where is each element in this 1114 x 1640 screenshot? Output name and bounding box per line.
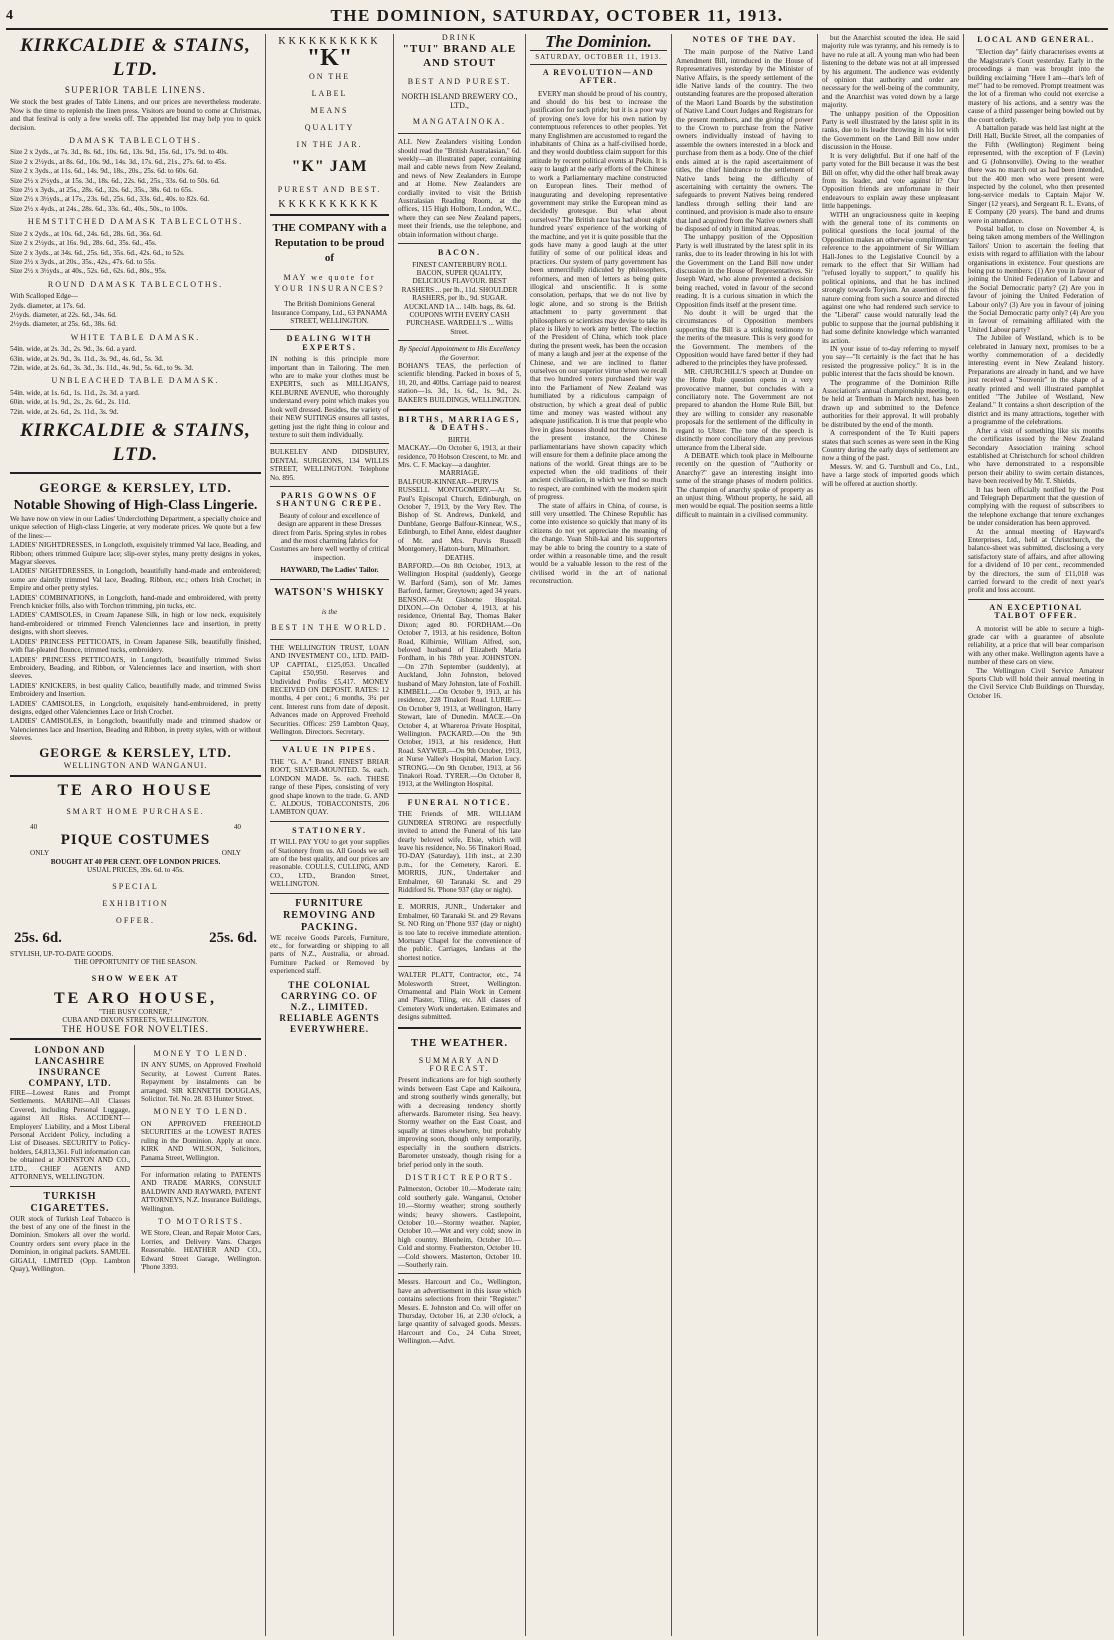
money-title: MONEY TO LEND. xyxy=(153,1049,249,1059)
te-aro-pique: PIQUE COSTUMES xyxy=(60,832,211,849)
weather-title: THE WEATHER. xyxy=(410,1036,509,1049)
notes-body-2: The unhappy position of the Opposition Party is well illustrated by the latest split in its ranks, due to its leader throwing in his lot with the Government on the Land Bill now under discussion in the House of Representatives. Sir Joseph Ward, who alone prevented a decision being reached, voted in favour of the second reading. It is a curious situation in which the Opposition finds itself at the present time. xyxy=(676,233,813,309)
local-body-5: After a visit of something like six months the certificates issued by the New Zealand Secondary Association training school established at Christchurch for school children who have demonstrated to a responsible person their ability to swim certain distances, have been received by Mr. T. Shields. xyxy=(968,426,1104,486)
local-body: "Election day" fairly characterises events at the Magistrate's Court yesterday. Early in the proceedings a man was brought into the building exclaiming "Here I am—that's left of me!" had to be removed. Prompt treatment was the lot of a fireman who could not exercise a mastery of his actions, and a sentry was the cause of a third passenger being bowled out by the court orderly. xyxy=(968,48,1104,124)
list-item: Size 2½ x 3yds., at 20s., 35s., 42s., 47s. 6d. to 55s. xyxy=(10,257,156,266)
notes-body-3: No doubt it will be urged that the circumstances of Opposition members supporting the Bill is a striking testimony to the merits of the measure. This is very good for the Government. The members of the Opposition would have fared better if they had adhered to the principles they have professed. xyxy=(676,309,813,368)
te-aro-number-left: 40 xyxy=(30,822,38,831)
shantung-body: Beauty of colour and excellence of design are apparent in these Dresses direct from Paris. Spring styles in robes and the most charming fabrics for Costumes are here well worthy of critical inspection. xyxy=(270,511,389,562)
platt-body: WALTER PLATT, Contractor, etc., 74 Molesworth Street, Wellington. Ornamental and Plain Work in Cement and Plaster, Tiling, etc. All classes of Cemetery Work undertaken. Estimates and designs submitted. xyxy=(398,971,521,1022)
notes-title: NOTES OF THE DAY. xyxy=(692,35,797,44)
list-item: Size 2 x 2yds., at 10s. 6d., 24s. 6d., 28s. 6d., 36s. 6d. xyxy=(10,229,162,238)
te-aro-offer: OFFER. xyxy=(116,915,155,925)
list-item: Size 2½ x 4yds., at 24s., 28s. 6d., 33s. 6d., 40s., 50s., to 100s. xyxy=(10,204,188,213)
list-item: 54in. wide, at 1s. 6d., 1s. 11d., 2s. 3d. a yard. xyxy=(10,388,140,397)
te-aro-corner: "THE BUSY CORNER," xyxy=(98,1007,173,1016)
dominion-masthead: The Dominion. xyxy=(545,34,652,51)
list-item: 60in. wide, at 1s. 9d., 2s., 2s. 6d., 2s. 11d. xyxy=(10,398,131,407)
company-title: THE COMPANY with a Reputation to be proud of xyxy=(272,222,387,265)
te-aro-number-right: 40 xyxy=(233,822,241,831)
deaths-body: BARFORD.—On 8th October, 1913, at Wellington Hospital (suddenly), George W. Barford (Sam), son of Mr. James Barford, farmer, Greytown; aged 34 years. BENSON.—At Gisborne Hospital. DIXON.—On October 4, 1913, at his residence, Oriental Bay, Thomas Baker Dixon; aged 80. FORDHAM.—On October 7, 1913, at his residence, Bolton Road, Kilbirnie, William Alfred, son, beloved husband of Elizabeth Maria Fordham, in his 78th year. JOHNSTON.—On 27th September (suddenly), at Auckland, John Johnston, beloved husband of Mary Johnston, late of Foxhill. KIMBELL.—On October 9, 1913, at his residence, 228 Tinakori Road. LURIE.—On October 9, 1913, at Wellington, Harry Stewart, late of Dunedin. MACE.—On October 4, at Whareroa Private Hospital, Wellington. PACKARD.—On the 9th October, 1913, at his residence, Hutt Road. SAYWER.—On 9th October, 1913, at Nurse Vallee's Hospital, Marion Lucy. STRONG.—On 9th October, 1913, at 56 Tinakori Road. TYRER.—On October 8, 1913, at the Wellington Hospital. xyxy=(398,561,521,789)
tui-best: BEST AND PUREST. xyxy=(407,77,512,87)
watsons-title: WATSON'S WHISKY xyxy=(274,586,385,598)
te-aro-opportunity: THE OPPORTUNITY OF THE SEASON. xyxy=(73,958,198,967)
local-body-3: Postal ballot, to close on November 4, is being taken among members of the Wellington Tailors' Union to ascertain the feeling that exists with regard to affiliation with the labour organisations in existence. Four questions are being put to members: (1) Are you in favour of joining the United Federation of Labour and the Social Democratic party? (2) Are you in favour of joining the United Federation of Labour only? (3) Are you in favour of joining the Social Democratic party only? (4) Are you in favour of remaining affiliated with the United Labour party? xyxy=(968,224,1104,334)
colonial-carrying: THE COLONIAL CARRYING CO. OF N.Z., LIMITED. RELIABLE AGENTS EVERYWHERE. xyxy=(279,979,380,1034)
watsons-best: BEST IN THE WORLD. xyxy=(271,623,388,632)
hemstitched-title: HEMSTITCHED DAMASK TABLECLOTHS. xyxy=(27,217,244,227)
white-damask-list xyxy=(10,345,261,372)
george-kersley-title-footer: GEORGE & KERSLEY, LTD. xyxy=(39,744,232,760)
debate-body: A DEBATE which took place in Melbourne recently on the question of "Authority or Anarchy?" gave an interesting insight into some of the strange phases of modern politics. The champion of anarchy spoke of property as an unjust thing. Without property, he said, all men would be equal. The position seems a little difficult to maintain in a civilised community. xyxy=(676,451,814,519)
white-damask-title: WHITE TABLE DAMASK. xyxy=(70,332,201,342)
visitors-body: ALL New Zealanders visiting London should read the "British Australasian," 6d. weekly—an illustrated paper, containing mail and cable news from New Zealand, and news of New Zealanders in Europe and at Home. New Zealanders are cordially invited to visit the British Australasian Reading Room, at the offices, 115 High Holborn, London, W.C., where they can see New Zealand papers, meet their friends, use the telephone, and obtain information without charge. xyxy=(398,138,521,239)
motorists-title: TO MOTORISTS. xyxy=(158,1216,244,1226)
company-name: The British Dominions General Insurance Company, Ltd., 63 PANAMA STREET, WELLINGTON. xyxy=(271,300,388,326)
damask-list xyxy=(10,148,261,213)
k-purest: PUREST AND BEST. xyxy=(277,184,382,194)
list-item: LADIES' CAMISOLES, in Cream Japanese Silk, in high or low neck, exquisitely hand-embroidered or trimmed French Valenciennes lace and insertion, in pretty designs, with short sleeves. xyxy=(10,611,261,637)
royal-appointment: By Special Appointment to His Excellency the Governor. xyxy=(398,345,520,362)
london-lancashire-title: LONDON AND LANCASHIRE INSURANCE COMPANY, LTD. xyxy=(28,1045,112,1089)
turkish-body: OUR stock of Turkish Leaf Tobacco is the best of any one of the finest in the Dominion. Smokers all over the world. Country orders sent every place in the Dominion, in original packets. SAMUEL GIGALI, LIMITED (Opp. Lambton Quay), Wellington. xyxy=(10,1214,130,1273)
birth-body: MACKAY.—On October 6, 1913, at their residence, 70 Hobson Crescent, to Mr. and Mrs. C. F. Mackay—a daughter. xyxy=(398,444,521,470)
list-item: 54in. wide, at 2s. 3d., 2s. 9d., 3s. 6d. a yard. xyxy=(10,345,137,354)
tui-town: MANGATAINOKA. xyxy=(412,117,507,127)
tui-brewery: NORTH ISLAND BREWERY CO., LTD., xyxy=(401,92,518,110)
list-item: LADIES' PRINCESS PETTICOATS, in Cream Japanese Silk, beautifully finished, with flat-pleated flounce, trimmed tucks, embroidery. xyxy=(10,637,261,655)
weather-body: Present indications are for high southerly winds between East Cape and Kaikoura, and strong southerly winds generally, but with a decreasing tendency shortly afterwards. Barometer rising. Sea heavy. Stormy weather on the East Coast, and squally at times elsewhere, but probably improving soon, though only temporarily, especially in the southern districts. Barometer unsteady, though rising for a brief period only in the south. xyxy=(398,1076,521,1169)
leader-date: SATURDAY, OCTOBER 11, 1913. xyxy=(530,50,667,64)
churchill-body: MR. CHURCHILL'S speech at Dundee on the Home Rule question opens in a very provocative manner, but concludes with a conciliatory note. The Government are not prepared to abandon the Home Rule Bill, but they are willing to consider any reasonable proposals for the settlement of the difficulty in regard to Ulster. The tone of the speech is distinctly more conciliatory than any previous utterance from the Liberal side. xyxy=(676,367,813,452)
list-item: LADIES' NIGHTDRESSES, in Longcloth, exquisitely trimmed Val lace, Beading, and Ribbon; others trimmed Guipure lace; slip-over styles, many pretty designs in yokes, Magyar sleeves. xyxy=(10,541,261,567)
furniture-title: FURNITURE REMOVING AND PACKING. xyxy=(283,897,376,933)
kirkcaldie-intro: We stock the best grades of Table Linens, and our prices are nevertheless moderate. Now is the time to replenish the linen press. Visitors are bound to come at Christmas, and that festival is only a few weeks off. The appended list may help you to quick decision. xyxy=(10,98,261,132)
local-body-4: The Jubilee of Westland, which is to be celebrated in January next, promises to be a worthy commemoration of a decidedly interesting event in New Zealand history. Preparations are already in hand, and we have just received a "Souvenir" in the shape of a neatly printed and well illustrated pamphlet entitled "The Jubilee of Westland, New Zealand." It contains a short description of the district and its many attractions, together with a programme of the celebrations. xyxy=(968,334,1104,427)
list-item: LADIES' CAMISOLES, in Longcloth, beautifully made and trimmed shadow or Valenciennes lace and Insertion, Beading and Ribbon, in pretty styles, with or without sleeves. xyxy=(10,717,261,743)
tui-title: "TUI" BRAND ALE AND STOUT xyxy=(402,43,517,70)
turkish-title: TURKISH CIGARETTES. xyxy=(30,1190,110,1214)
civil-service-body: The Wellington Civil Service Amateur Sports Club will hold their annual meeting in the Civil Service Club Buildings on Thursday, October 16. xyxy=(968,666,1104,700)
george-kersley-towns: WELLINGTON AND WANGANUI. xyxy=(63,760,208,770)
bacon-body: FINEST CANTERBURY ROLL BACON, SUPER QUALITY, DELICIOUS FLAVOUR. BEST RASHERS ... per lb., 11d. SHOULDER RASHERS, per lb., 9d. SUGAR. AUCKLAND 1A ... 14lb. bags, 8s. 6d. COUPONS WITH EVERY CASH PURCHASE. WARDELL'S ... Willis Street. xyxy=(401,260,518,336)
funeral-title: FUNERAL NOTICE. xyxy=(407,797,512,807)
patents-body: For information relating to PATENTS AND TRADE MARKS, CONSULT BALDWIN AND RAYWARD, PATENT ATTORNEYS, N.Z. Insurance Buildings, Wellington. xyxy=(141,1170,261,1213)
list-item: 72in. wide, at 2s. 6d., 3s. 3d., 3s. 11d., 4s. 9d., 5s. 6d., to 9s. 3d. xyxy=(10,363,194,372)
dentist-body: BULKELEY AND DIDSBURY, DENTAL SURGEONS, 134 WILLIS STREET, WELLINGTON. Telephone No. 895. xyxy=(270,448,389,482)
list-item: Size 2 x 2yds., at 7s. 3d., 8s. 6d., 10s. 6d., 13s. 9d., 15s. 6d., 17s. 9d. to 40s. xyxy=(10,148,229,157)
london-lancashire-body: FIRE—Lowest Rates and Prompt Settlements. MARINE—All Classes Covered, including Personal Luggage, against All Risks. ACCIDENT—Employers' Liability, and a Most Liberal Personal Accident Policy, including a List of Diseases. SECURITY to Policy-holders, £4,813,361. Full information can be obtained at JOHNSTON AND CO., LTD., CHIEF AGENTS AND ATTORNEYS, WELLINGTON. xyxy=(10,1089,130,1182)
te-aro-only-right: ONLY xyxy=(221,849,241,858)
opposition-body: The unhappy position of the Opposition Party is well illustrated by the latest split in its ranks, due to its leader throwing in his lot with the Government on the Land Bill now under discussion in the House. xyxy=(822,109,959,152)
page-header xyxy=(6,4,1108,30)
te-aro-only-left: ONLY xyxy=(30,849,50,858)
unbleached-list xyxy=(10,389,261,416)
column-6 xyxy=(818,34,964,1636)
marriage-body: BALFOUR-KINNEAR—PURVIS RUSSELL MONTGOMERY.—At St. Paul's Episcopal Church, Edinburgh, on October 7, 1913, by the Very Rev. The Bishop of St. Andrews, Dunkeld, and Dunblane, George Balfour-Kinnear, W.S., Edinburgh, to Ethel Anne, eldest daughter of Mr. and Mrs. Purvis Russell Montgomery, Hatton-burn, Milnathort. xyxy=(398,477,521,554)
turnbull-body: Messrs. W. and G. Turnbull and Co., Ltd., have a large stock of imported goods which will be offered at auction shortly. xyxy=(822,462,959,488)
stationery-title: STATIONERY. xyxy=(292,825,367,835)
districts-title: DISTRICT REPORTS. xyxy=(405,1172,514,1182)
list-item: LADIES' KNICKERS, in best quality Calico, beautifully made, and trimmed Swiss Embroidery and Insertion. xyxy=(10,681,261,699)
te-aro-bought: BOUGHT AT 40 PER CENT. OFF LONDON PRICES. xyxy=(50,857,221,866)
company-body: MAY we quote for YOUR INSURANCES? xyxy=(274,273,385,294)
list-item: Size 2½ x 3yds., at 25s., 28s. 6d., 32s. 6d., 35s., 38s. 6d. to 65s. xyxy=(10,186,193,195)
lingerie-headline: Notable Showing of High-Class Lingerie. xyxy=(13,498,258,513)
letter-body: IN your issue of to-day referring to myself you say—"It certainly is the fact that he has resisted the progressive policy." It is in the public interest that the facts should be known. xyxy=(822,345,959,379)
unbleached-title: UNBLEACHED TABLE DAMASK. xyxy=(51,376,220,386)
column-4 xyxy=(526,34,672,1636)
k-border-top: KKKKKKKKKK xyxy=(278,36,381,47)
notes-continued: but the Anarchist scouted the idea. He said majority rule was tyranny, and his remedy is to have no rule at all. A young man who had been listening to the debate was not at all impressed by his argument. The audience was evidently of opinion that authority and order are necessary for the well-being of the community, and the Anarchist was voted down by a large majority. xyxy=(822,34,959,110)
list-item: LADIES' CAMISOLES, in Longcloth, exquisitely hand-embroidered, in pretty designs, edged other Valenciennes Lace or Irish Crochet. xyxy=(10,699,261,716)
leader-body-2: The state of affairs in China, of course, is still very unsettled. The Chinese Republic has come into existence so quickly that many of its citizens do not yet appreciate the meaning of the change. Yuan Shih-kai and his supporters may be able to bring the country to a state of order within a reasonable time, and the result would be a valuable lesson to the rest of the civilised world in the art of national reconstruction. xyxy=(530,501,667,586)
list-item: Size 2½ x 3½yds., at 17s., 23s. 6d., 25s. 6d., 33s. 6d., 40s. to 82s. 6d. xyxy=(10,195,210,204)
list-item: Size 2 x 2½yds., at 16s. 9d., 28s. 6d., 35s. 6d., 45s. xyxy=(10,239,157,248)
column-1 xyxy=(6,34,266,1636)
money-body-2: ON APPROVED FREEHOLD SECURITIES at the LOWEST RATES ruling in the Dominion. Apply at once. KIRK AND WILSON, Solicitors, Panama Street, Wellington. xyxy=(141,1119,261,1162)
list-item: LADIES' NIGHTDRESSES, in Longcloth, beautifully hand-made and embroidered; some are daintily trimmed Val lace, Beading, Ribbon, etc.; others Irish Crochet; in Empire and other pretty styles. xyxy=(10,567,261,593)
te-aro-stylish: STYLISH, UP-TO-DATE GOODS. xyxy=(10,950,114,958)
masthead-line: THE DOMINION, SATURDAY, OCTOBER 11, 1913. xyxy=(330,6,784,25)
column-5 xyxy=(672,34,818,1636)
bacon-title: BACON. xyxy=(438,248,481,258)
trust-body: THE WELLINGTON TRUST, LOAN AND INVESTMENT CO., LTD. PAID-UP CAPITAL, £125,053. Uncalled Capital £50,950. Reserves and Undivided Profits £5,417. MONEY RECEIVED ON DEPOSIT. RATES: 12 months, 4 per cent.; 6 months, 3¼ per cent. Interest runs from date of deposit. Advances made on Approved Freehold Securities. Offices: 259 Lambton Quay, Wellington. Directors. Secretary. xyxy=(270,644,389,737)
list-item: 2yds. diameter, at 17s. 6d. xyxy=(10,301,86,310)
local-body-6: It has been officially notified by the Post and Telegraph Department that the question of complying with the request of subscribers to the telephone exchange that tenure exchanges be under consideration has been approved. xyxy=(968,485,1104,528)
te-aro-novelties: THE HOUSE FOR NOVELTIES. xyxy=(62,1023,209,1034)
column-2 xyxy=(266,34,394,1636)
list-item: LADIES' COMBINATIONS, in Longcloth, hand-made and embroidered, with pretty French knicker frills, also with Torchon trimming, pin tucks, etc. xyxy=(10,593,261,611)
teas-body: BOHAN'S TEAS, the perfection of scientific blending. Packed in boxes of 5, 10, 20, and 40lbs. Carriage paid to nearest station—1s. 3d., 1s. 6d., 1s. 9d., 2s. BAKER'S BUILDINGS, WELLINGTON. xyxy=(398,361,521,404)
weather-subtitle: SUMMARY AND FORECAST. xyxy=(418,1055,501,1074)
k-logo: "K" xyxy=(306,45,353,72)
lingerie-list xyxy=(10,541,261,742)
leader-body: EVERY man should be proud of his country, and should do his best to increase the justification for such pride; but it is a poor way of proving one's love for his own nation by contemptuous references to other peoples. Yet many Englishmen are accustomed to regard the inhabitants of China as a half-civilised horde, and they would doubtless claim support for this attitude by recent political events at Pekin. It is easy to laugh at the early efforts of the Chinese to work a Parliamentary machine constructed on European lines. Their method of inaugurating and developing representative government may strike the European mind as decidedly grotesque. But what about ourselves? The British race has had about eight hundred years' experience of the working of the machine, and yet it is quite possible that the gods have many a good laugh at the utter futility of some of our political ideas and practices. Our system of party government has been unmercifully ridiculed by philosophers, reformers, and men of letters as being quite illogical and unscientific. It is some consolation, perhaps, that we do not live by logic alone, and so strong is the British attachment to party government that philosophers or scientists may devise to take its place is likely to work any better. The election of the President of China, which took place during the present week, has been the occasion of many a laugh and jeer at the expense of the Chinese, and we are inclined to flatter ourselves on our superior virtue when we recall that two hundred voters purchased their way into the Parliament of New Zealand was humiliated by a ridiculous campaign of obstruction, by which a great deal of public time and money was wasted without any adequate justification. It is true that people who live in glass houses should not throw stones. In the present instance, the Chinese parliamentarians have shown capacity which will ensure for them a definite place among the nations of the world. Great things are to be expected when the old traditions of their ancient civilisation, in which we find so much to respect, are combined with the modern spirit of progress. xyxy=(530,89,667,502)
marriage-head: MARRIAGE. xyxy=(439,469,480,478)
round-damask-list xyxy=(10,292,261,329)
hemstitched-list xyxy=(10,230,261,276)
talbot-body: A motorist will be able to secure a high-grade car with a guarantee of absolute reliability, at a price that will bear comparison with any other make. Wellington agents have a number of these cars on view. xyxy=(968,624,1104,667)
money-body: IN ANY SUMS, on Approved Freehold Security, at Lowest Current Rates. Repayment by instalments can be arranged. SIR KENNETH DOUGLAS, Solicitor. Tel. No. 28. 83 Hunter Street. xyxy=(141,1061,261,1104)
page-number: 4 xyxy=(6,8,13,23)
damask-title: DAMASK TABLECLOTHS. xyxy=(69,136,202,146)
districts-body: Palmerston, October 10.—Moderate rain; cold southerly gale. Wanganui, October 10.—Stormy weather; strong southerly winds; heavy showers. Castlepoint, October 10.—Stormy weather. Napier, October 10.—Wet and very cold; snow in high country. Blenheim, October 10.—Cold and stormy. Featherston, October 10.—Cold showers. Masterton, October 10.—Southerly rain. xyxy=(398,1185,521,1269)
list-item: Size 2 x 3yds., at 34s. 6d., 25s. 6d., 35s. 6d., 42s. 6d., to 52s. xyxy=(10,248,185,257)
list-item: Size 2½ x 3½yds., at 40s., 52s. 6d., 62s. 6d., 80s., 95s. xyxy=(10,267,167,276)
te-aro-price-left: 25s. 6d. xyxy=(14,929,62,946)
k-label-line: ON THE xyxy=(309,71,350,81)
tui-drink: DRINK xyxy=(441,34,478,42)
funeral-body: THE Friends of MR. WILLIAM GUNDREA STRONG are respectfully invited to attend the Funeral of his late dearly beloved wife, Elsie, which will leave his residence, No. 56 Tinakori Road, TO-DAY (Saturday), 11th inst., at 2.30 p.m., for the Cemetery, Karori. E. MORRIS, JUN., Undertaker and Embalmer, 60 Taranaki St. and 29 Riddiford St. 'Phone 937 (day or night). xyxy=(398,810,521,894)
te-aro-exhibition: EXHIBITION xyxy=(102,898,169,908)
list-item: 63in. wide, at 2s. 9d., 3s. 11d., 3s. 9d., 4s. 6d., 5s. 3d. xyxy=(10,354,164,363)
list-item: 72in. wide, at 2s. 6d., 2s. 11d., 3s. 9d. xyxy=(10,407,119,416)
furniture-body: WE receive Goods Parcels, Furniture, etc., for forwarding or shipping to all parts of N.Z., Australia, or abroad. Furniture Packed or Removed by experienced staff. xyxy=(270,933,389,976)
list-item: 2½yds. diameter, at 22s. 6d., 34s. 6d. xyxy=(10,310,117,319)
notes-body: The main purpose of the Native Land Amendment Bill, introduced in the House of Representatives yesterday by the Minister of Native Affairs, is the speedy settlement of the idle Native lands of the country. The two outstanding features are the proposed alteration of the Maori Land Boards by the substitution of Native Land Court Judges and Registrars for the present members, and the giving of power to the Crown to purchase from the Native owners individually instead of having to assemble the owners interested in a block and purchase from them as a body. One of the chief ends aimed at is the rapid ascertainment of titles, the chief hindrance to the settlement of Native lands being the difficulty of ascertaining with certainty the owners. The safeguards to prevent Natives being rendered landless through selling their land are continued, and provision is made also to ensure that land acquired from the Native owners shall be disposed of only in limited areas. xyxy=(676,48,813,233)
k-label-line: IN THE JAR. xyxy=(296,139,363,149)
hayward-signature: HAYWARD, The Ladies' Tailor. xyxy=(280,566,379,575)
te-kuiti-body: A correspondent of the Te Kuiti papers states that such scenes as were seen in the King Country during the early days of settlement are now a thing of the past. xyxy=(822,429,959,463)
te-aro-special: SPECIAL xyxy=(112,881,159,891)
kirkcaldie-title-footer: KIRKCALDIE & STAINS, LTD. xyxy=(20,420,251,465)
hall-jones-body: WITH an ungraciousness quite in keeping with the general tone of its comments on political questions the local journal of the Opposition makes an otherwise complimentary reference to the appointment of Sir William Hall-Jones to the Legislative Council by a remark to the effect that Sir William had "refused loyally to support," to qualify his political opinions, and that he has inclined strongly towards Toryism. An assertion of this nature coming from such a source and directed against one who had rendered such service to the "Liberal" cause would naturally lead the public to suppose that the journal publishing it had some definite knowledge which warranted its action. xyxy=(822,210,959,345)
local-body-2: A battalion parade was held last night at the Drill Hall, Buckle Street, all the companies of the Fifth (Wellington) Regiment being represented, with the exception of F (Levin) and G (Johnsonville). Owing to the weather there was no march out as had been intended, but the 400 men who were present were inspected by the colonel, who then presented long-service medals to Captain Major W. Singer (12 years), and Sergeant R. L. Evans, of E Company (20 years). The band and drums were in attendance. xyxy=(968,124,1104,225)
te-aro-title-footer: TE ARO HOUSE, xyxy=(53,989,218,1007)
experts-title: DEALING WITH EXPERTS. xyxy=(286,334,373,352)
stationery-body: IT WILL PAY YOU to get your supplies of Stationery from us. All Goods we sell are of the best quality, and our prices are reasonable. COULLS, CULLING, AND CO., LTD., Brandon Street, WELLINGTON. xyxy=(270,838,389,889)
column-7 xyxy=(964,34,1108,1636)
leader-title: A REVOLUTION—AND AFTER. xyxy=(542,67,655,86)
te-aro-title: TE ARO HOUSE xyxy=(57,781,214,799)
list-item: With Scalloped Edge— xyxy=(10,292,78,301)
column-3 xyxy=(394,34,526,1636)
list-item: Size 2 x 2½yds., at 8s. 6d., 10s. 9d., 14s. 3d., 17s. 6d., 21s., 27s. 6d. to 45s. xyxy=(10,157,227,166)
round-damask-title: ROUND DAMASK TABLECLOTHS. xyxy=(47,279,224,289)
births-title: BIRTHS, MARRIAGES, & DEATHS. xyxy=(398,415,521,433)
k-border-bottom: KKKKKKKKKK xyxy=(278,198,381,210)
te-aro-show: SHOW WEEK AT xyxy=(91,973,180,983)
k-jam-title: "K" JAM xyxy=(291,157,368,175)
talbot-title: AN EXCEPTIONAL TALBOT OFFER. xyxy=(989,602,1083,621)
experts-body: IN nothing is this principle more important than in Tailoring. The men who are to make your clothes must be EXPERTS, such as MILLIGAN'S, KELBURNE AVENUE, who thoroughly understand every point which makes you look well dressed. Besides, the variety of their NEW SUITINGS ensures all tastes, getting just the right thing in colour and texture to suit them individually. xyxy=(270,355,389,439)
watsons-sub: is the xyxy=(321,607,338,616)
te-aro-price-right: 25s. 6d. xyxy=(209,929,257,946)
rifle-body: The programme of the Dominion Rifle Association's annual championship meeting, to be held at Trentham in March next, has been drawn up and submitted to the Defence authorities for their approval. It will probably be distributed by the end of the month. xyxy=(822,378,959,429)
k-label-line: QUALITY xyxy=(304,122,355,132)
kirkcaldie-title: KIRKCALDIE & STAINS, LTD. xyxy=(20,35,251,80)
birth-head: BIRTH. xyxy=(448,435,471,444)
list-item: LADIES' PRINCESS PETTICOATS, in Longcloth, beautifully trimmed Swiss Embroidery, Beading, and Ribbon, or Valenciennes lace and insertion, with short sleeves. xyxy=(10,655,261,681)
k-label-line: LABEL xyxy=(311,88,348,98)
george-kersley-intro: We have now on view in our Ladies' Underclothing Department, a specially choice and unique selection of High-class Lingerie, at very moderate prices. We quote but a few of the lines:— xyxy=(10,515,261,540)
pipes-body: THE "G. A." Brand. FINEST BRIAR ROOT, SILVER-MOUNTED. 5s. each. LONDON MADE. 5s. each. THESE range of these Pipes, consisting of very good shape known to the trade. G. AND C. ALDOUS, TOBACCONISTS, 206 LAMBTON QUAY. xyxy=(270,757,389,817)
te-aro-usual: USUAL PRICES, 39s. 6d. to 45s. xyxy=(87,866,184,875)
k-label-line: MEANS xyxy=(310,105,349,115)
harcourt-body: Messrs. Harcourt and Co., Wellington, have an advertisement in this issue which contains selections from their "Register." Messrs. E. Johnston and Co. will offer on Thursday, October 16, at 2.30 o'clock, a large quantity of salvaged goods. Messrs. Harcourt and Co., 24 Cuba Street, Wellington.—Advt. xyxy=(398,1278,521,1346)
deaths-head: DEATHS. xyxy=(444,553,475,562)
motorists-body: WE Store, Clean, and Repair Motor Cars, Lorries, and Delivery Vans. Charges Reasonable. HEATHER AND CO., Edward Street Garage, Wellington. 'Phone 3393. xyxy=(141,1229,261,1271)
shantung-title: PARIS GOWNS OF SHANTUNG CREPE. xyxy=(276,490,383,509)
delightful-body: It is very delightful. But if one half of the party voted for the Bill because it was the best Bill on offer, why did the other half break away from its leader, and vote against it? Our Opposition friends are unfortunate in their endeavours to explain away these unpleasant little happenings. xyxy=(822,151,959,211)
pipes-title: VALUE IN PIPES. xyxy=(282,745,377,755)
te-aro-streets: CUBA AND DIXON STREETS, WELLINGTON. xyxy=(62,1016,209,1025)
list-item: 2½yds. diameter, at 25s. 6d., 38s. 6d. xyxy=(10,320,117,329)
morris-body: E. MORRIS, JUNR., Undertaker and Embalmer, 60 Taranaki St. and 29 Revans St. NO Ring on 'Phone 937 (day or night) is too late to receive immediate attention. Mortuary Chapel for the convenience of the public. Carriages, landaus at the shortest notice. xyxy=(398,903,521,962)
list-item: Size 2 x 3yds., at 11s. 6d., 14s. 9d., 18s., 20s., 25s. 6d. to 60s. 6d. xyxy=(10,167,199,176)
kirkcaldie-subtitle: SUPERIOR TABLE LINENS. xyxy=(64,85,207,95)
local-general-title: LOCAL AND GENERAL. xyxy=(977,35,1095,44)
list-item: Size 2½ x 2½yds., at 15s. 3d., 18s. 6d., 22s. 6d., 25s., 33s. 6d. to 50s. 6d. xyxy=(10,176,220,185)
george-kersley-title: GEORGE & KERSLEY, LTD. xyxy=(39,480,232,495)
money-title-2: MONEY TO LEND. xyxy=(153,1107,249,1117)
local-body-7: At the annual meeting of Hayward's Enterprises, Ltd., held at Christchurch, the balance-sheet was submitted, disclosing a very satisfactory state of affairs, and after allowing for a dividend of 10 per cent., recommended by the directors, the sum of £11,018 was carried forward to the credit of next year's profit and loss account. xyxy=(968,527,1104,595)
te-aro-smart: SMART HOME PURCHASE. xyxy=(66,806,205,816)
